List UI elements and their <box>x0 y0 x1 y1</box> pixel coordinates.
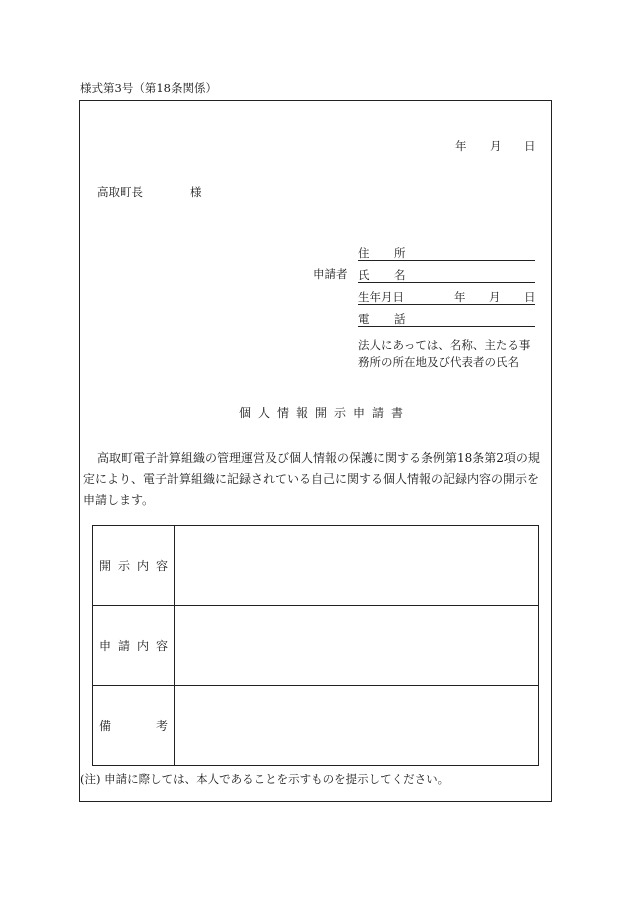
name-label-2: 名 <box>394 268 406 282</box>
label-char: 内 <box>136 559 149 573</box>
birth-month: 月 <box>489 290 501 304</box>
body-paragraph: 高取町電子計算組織の管理運営及び個人情報の保護に関する条例第18条第2項の規定により、電子計算組織に記録されている自己に関する個人情報の記録内容の開示を申請します。 <box>83 451 540 507</box>
applicant-label: 申請者 <box>313 267 348 281</box>
label-char: 請 <box>117 639 130 653</box>
remarks-input[interactable] <box>175 686 539 766</box>
name-label-1: 氏 <box>358 268 370 282</box>
label-char: 容 <box>155 639 168 653</box>
phone-label-2: 話 <box>394 312 406 326</box>
phone-label-1: 電 <box>358 312 370 326</box>
label-cell <box>93 606 175 686</box>
label-char: 示 <box>117 559 130 573</box>
label-char: 備 <box>99 719 112 733</box>
birthdate-field[interactable] <box>358 289 535 305</box>
form-reference: 様式第3号（第18条関係） <box>80 81 217 95</box>
corporation-note-line-1: 法人にあっては、名称、主たる事 <box>358 338 531 352</box>
date-year: 年 <box>455 139 467 153</box>
label-cell <box>93 686 175 766</box>
label-cell <box>93 526 175 606</box>
address-label-1: 住 <box>358 246 370 260</box>
birthdate-label: 生年月日 <box>358 290 404 304</box>
addressee-name: 高取町長 <box>97 185 143 199</box>
name-field[interactable] <box>358 267 535 283</box>
footnote: (注) 申請に際しては、本人であることを示すものを提示してください。 <box>80 772 450 786</box>
table-row-disclosure-content <box>93 526 539 606</box>
label-char: 内 <box>136 639 149 653</box>
corporation-note-line-2: 務所の所在地及び代表者の氏名 <box>358 355 519 369</box>
document-title: 個人情報開示申請書 <box>239 406 411 420</box>
address-field[interactable] <box>358 245 535 261</box>
date-month: 月 <box>490 139 502 153</box>
date-day: 日 <box>524 139 536 153</box>
table-row-request-content <box>93 606 539 686</box>
table-row-remarks <box>93 686 539 766</box>
label-char: 考 <box>155 719 168 733</box>
corporation-note <box>358 337 538 371</box>
label-char: 開 <box>99 559 112 573</box>
address-label-2: 所 <box>394 246 406 260</box>
phone-field[interactable] <box>358 311 535 327</box>
addressee-honorific: 様 <box>190 185 202 199</box>
request-table <box>92 525 539 766</box>
disclosure-content-input[interactable] <box>175 526 539 606</box>
birth-year: 年 <box>454 290 466 304</box>
label-char: 申 <box>99 639 112 653</box>
label-char: 容 <box>155 559 168 573</box>
request-content-input[interactable] <box>175 606 539 686</box>
birth-day: 日 <box>524 290 536 304</box>
